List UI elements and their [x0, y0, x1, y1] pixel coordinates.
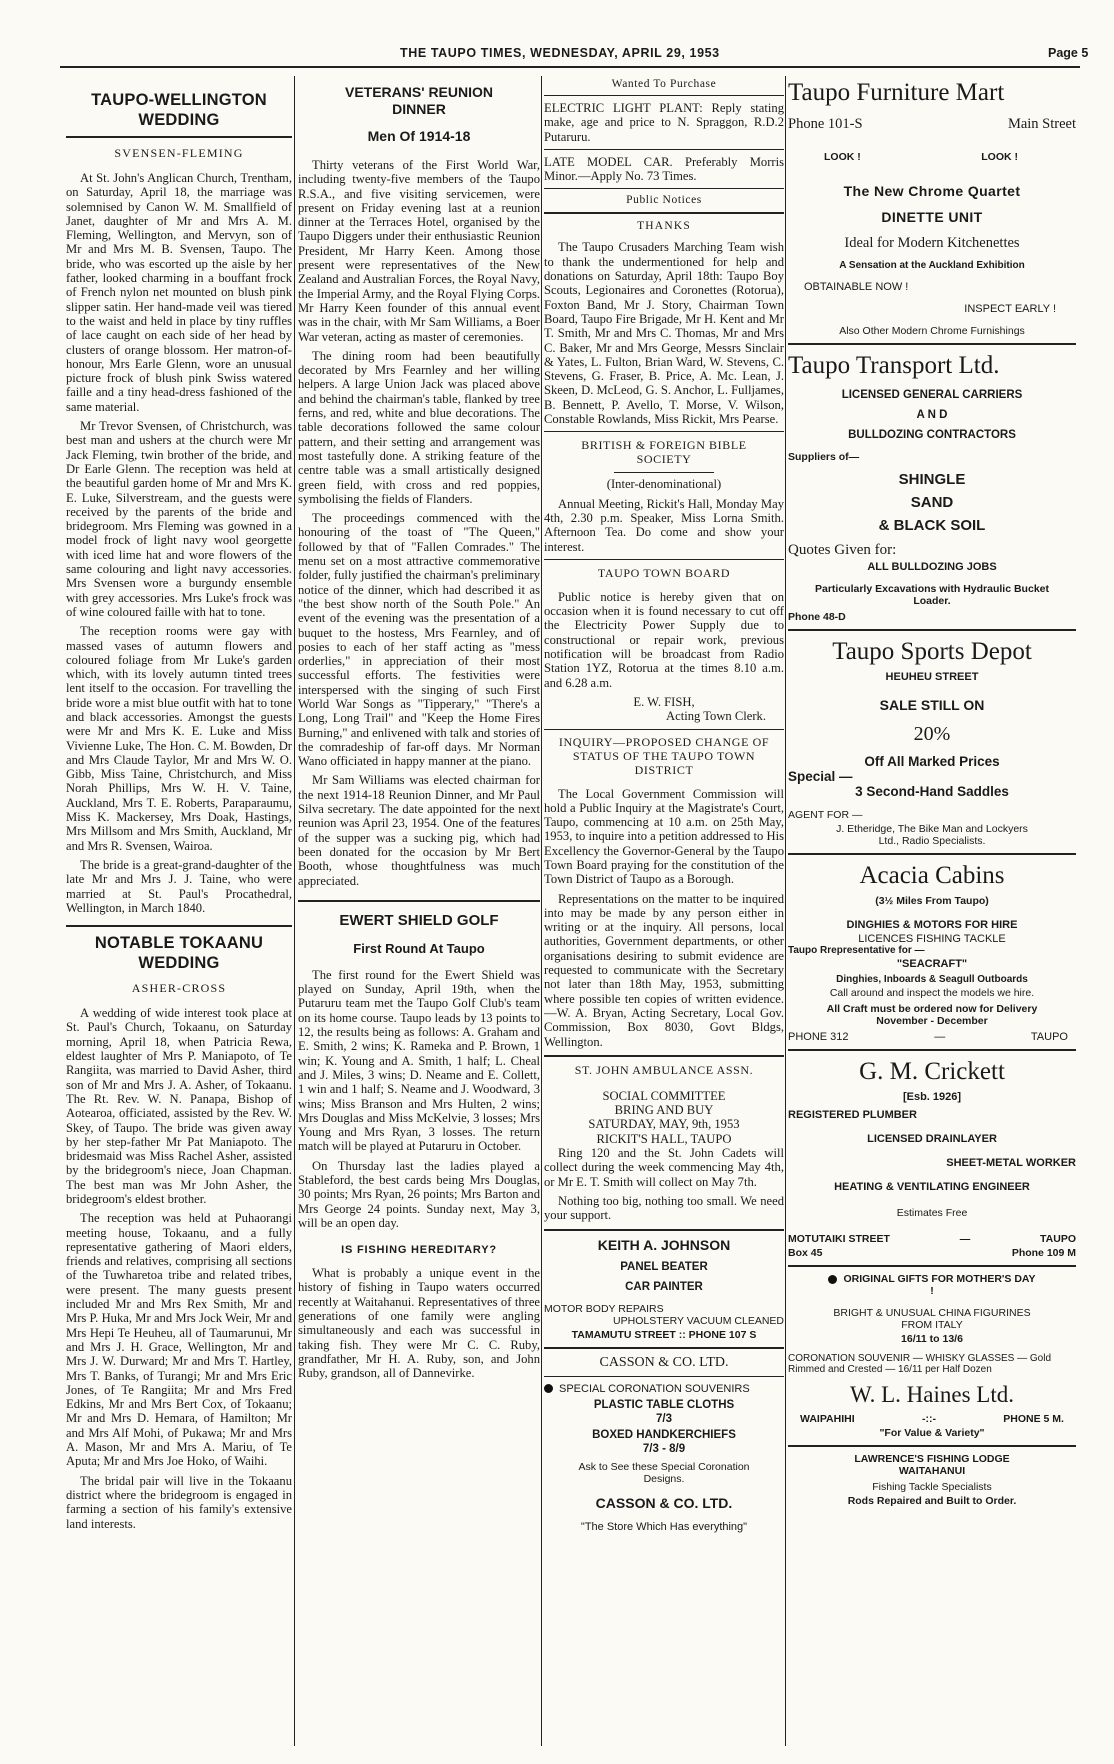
acacia-line: Call around and inspect the models we hire.: [829, 987, 1035, 999]
wanted-title: Wanted To Purchase: [611, 78, 717, 90]
acacia-line: All Craft must be ordered now for Delivery November - December: [826, 1003, 1038, 1027]
masthead-rule: [60, 66, 1080, 68]
divider: [788, 853, 1076, 855]
divider: [788, 1049, 1076, 1051]
divider: [544, 1055, 784, 1057]
divider: [788, 1265, 1076, 1267]
crickett-ad: [788, 1057, 1076, 1259]
wedding2-subtitle: ASHER-CROSS: [131, 981, 227, 996]
board-title: TAUPO TOWN BOARD: [597, 565, 731, 580]
divider: [788, 1445, 1076, 1447]
wedding1-subtitle: SVENSEN-FLEMING: [114, 146, 244, 160]
keith-line: TAMAMUTU STREET :: PHONE 107 S: [571, 1328, 757, 1341]
column-2: [298, 76, 540, 1746]
keith-line: PANEL BEATER: [620, 1260, 708, 1273]
stjohn-line: BRING AND BUY: [614, 1103, 714, 1118]
divider: [544, 212, 784, 214]
notices-title: Public Notices: [626, 194, 702, 207]
transport-line: & BLACK SOIL: [878, 517, 986, 534]
fishing-lodge-ad: [788, 1453, 1076, 1507]
transport-line: Particularly Excavations with Hydraulic Bucket Loader.: [814, 583, 1049, 607]
casson-tagline: "The Store Which Has everything": [580, 1520, 748, 1533]
divider: [66, 925, 292, 927]
thanks-text: The Taupo Crusaders Marching Team wish to thank the undermentioned for help and donations on Saturday, April 18th: Taupo Boy Scouts, Legionaires and Coronettes (Rotorua), Foxton Band, Mr J. Story, Chairman Town Board, Taupo Fire Brigade, Mr H. Kent and Mr T. Smith, Mr and Mrs C. Thomas, Mr and Mrs C. Baker, Mr and Mrs George, Messrs Sinclair & Yates, L. Fulton, Brian Ward, W. Stevens, C. Stevens, G. Fraser, B. Price, A. Mc. Lean, J. Skeen, D. McLeod, G. S. Anchor, L. Fulljames, B. Bennett, P. Avello, T. Morse, V. Wilson, Constable Rowlands, Miss Rickit, Mrs Pearse.: [544, 240, 784, 427]
furniture-street: Main Street: [1007, 116, 1076, 132]
transport-line: A N D: [916, 409, 948, 421]
furniture-line: DINETTE UNIT: [881, 209, 983, 225]
keith-line: MOTOR BODY REPAIRS: [544, 1302, 664, 1315]
acacia-dash: —: [934, 1031, 946, 1043]
sports-line: 20%: [913, 723, 951, 745]
divider: [544, 188, 784, 189]
divider: [544, 149, 784, 150]
sports-depot-ad: [788, 637, 1076, 847]
transport-line: Suppliers of—: [788, 451, 860, 463]
haines-ad: [788, 1273, 1076, 1439]
stjohn-line: RICKIT'S HALL, TAUPO: [596, 1131, 732, 1146]
casson-line: BOXED HANDKERCHIEFS: [592, 1428, 736, 1441]
acacia-cabins-ad: [788, 861, 1076, 1043]
keith-name: KEITH A. JOHNSON: [597, 1236, 731, 1253]
column-rule-1: [294, 76, 295, 1746]
haines-contact: [800, 1413, 1064, 1425]
casson-line-text: SPECIAL CORONATION SOUVENIRS: [559, 1382, 750, 1395]
wedding1-para: The reception rooms were gay with massed vases of autumn flowers and coloured foliage from Mr Luke's garden which, with its lovely autumn tinted trees lent itself to the occasion. For travelling the bride wore a mist blue outfit with hat to tone and black accessories. Amongst the guests were Mr and Mrs K. E. Luke and Miss Vivienne Luke, The Hon. C. M. Bowden, Dr and Mrs Claude Taylor, Mr and Mrs W. O. Gibb, Miss Taine, Christchurch, and Miss Norah Phillips, Mrs W. H. V. Taine, Auckland, Mrs T. E. Roberts, Paraparaumu, Miss K. Mackersey, Mrs Doak, Hastings, Mrs Millsom and Mrs Smith, Auckland, Mr and Mrs R. Svensen, Wairoa.: [66, 624, 292, 853]
golf-para: The first round for the Ewert Shield was played on Sunday, April 19th, when the Putaruru team met the Taupo Golf Club's team on its home course. Taupo leads by 13 points to 12, the results being as follows: A. Graham and E. Smith, 2 wins; K. Rameka and P. Brown, 1 win; K. Young and A. Smith, 1 half; L. Cheal and J. Miles, 3 wins; D. Neame and E. Collett, 1 win and 1 half; S. Neame and J. Woodward, 3 wins; Miss Branson and Mrs Hulten, 2 wins; Mrs Douglas and Miss McKelvie, 3 losses; Mrs Young and Mrs Ryan, 3 losses. The return match will be played at Putaruru in October.: [298, 967, 540, 1154]
wanted-ad: ELECTRIC LIGHT PLANT: Reply stating make, age and price to N. Spraggon, R.D.2 Putaruru.: [544, 101, 784, 144]
casson-line: [544, 1383, 784, 1395]
furniture-line: OBTAINABLE NOW !: [804, 281, 909, 293]
acacia-line: "SEACRAFT": [896, 958, 968, 970]
haines-phone: PHONE 5 M.: [1003, 1413, 1064, 1425]
divider: [544, 1229, 784, 1231]
veterans-para: The proceedings commenced with the honouring of the toast of "The Queen," followed by that of "Fallen Comrades." The menu set on a most attractive commemorative folder, fully justified the chairman's preliminary notice of the dinner, which had described it as "the best show north of the South Pole." An event of the evening was the presentation of a buquet to the hostess, Mrs Fearnley, and of posies to each of her staff acting as "mess orderlies," in appreciation of their most successful efforts. The festivities were interspersed with the singing of such First World War Songs as "Tipperary," "There's a Long, Long Trail" and "Keep the Home Fires Burning," and enlivened with talk and stories of the comradeship of far-off days. Mr Norman Wano officiated in happy manner at the piano.: [298, 511, 540, 769]
haines-tagline: "For Value & Variety": [879, 1427, 985, 1439]
golf-subtitle: First Round At Taupo: [353, 940, 485, 956]
keith-line: CAR PAINTER: [625, 1280, 703, 1293]
transport-line: SAND: [910, 494, 954, 511]
sports-name: Taupo Sports Depot: [832, 638, 1032, 665]
bullet-icon: [828, 1275, 837, 1284]
sports-line: 3 Second-Hand Saddles: [855, 784, 1009, 799]
crickett-line: LICENSED DRAINLAYER: [867, 1133, 997, 1145]
haines-line: CORONATION SOUVENIR — WHISKY GLASSES — Gold Rimmed and Crested — 16/11 per Half Dozen: [788, 1353, 1052, 1375]
thanks-title: THANKS: [637, 220, 691, 233]
furniture-name: Taupo Furniture Mart: [788, 79, 1005, 106]
column-4: [788, 76, 1076, 1746]
furniture-contact: [788, 116, 1076, 133]
acacia-line: Dinghies, Inboards & Seagull Outboards: [836, 974, 1028, 985]
furniture-line: Ideal for Modern Kitchenettes: [844, 235, 1020, 251]
keith-line: UPHOLSTERY VACUUM CLEANED: [613, 1314, 784, 1327]
casson-ad: [544, 1355, 784, 1533]
newspaper-dateline: THE TAUPO TIMES, WEDNESDAY, APRIL 29, 1953: [400, 46, 720, 60]
haines-name: W. L. Haines Ltd.: [850, 1382, 1014, 1407]
crickett-line: Estimates Free: [896, 1207, 968, 1219]
crickett-town: TAUPO: [1040, 1233, 1076, 1245]
lodge-line: Fishing Tackle Specialists: [872, 1481, 992, 1493]
divider: [544, 95, 784, 96]
acacia-phone: PHONE 312: [788, 1031, 849, 1043]
acacia-town: TAUPO: [1030, 1031, 1068, 1043]
divider: [544, 431, 784, 432]
wedding2-para: The reception was held at Puhaorangi meeting house, Tokaanu, and a fully representative gathering of Maori elders, friends and relatives, comprising all sections of the Tuwharetoa tribe and related tribes, were present. The many guests present included Mr and Mrs Rex Smith, Mr and Mrs P. Huka, Mr and Mrs Jock Weir, Mr and Mrs Hepi Te Heuheu, all of Taumarunui, Mr and Mrs J. H. Grace, Wellington, Mr and Mrs J. W. Durward; Mr and Mrs T. Hartley, Mrs T. Banks, of Turangi; Mr and Mrs Eric Jones, of Te Rangiita; Mr and Mrs Fred Edkins, Mr and Mrs Bert Cox, of Tokaanu; Mr and Mrs D. Hemara, of Hamilton; Mr and Mrs Alf Mohi, of Pukawa; Mr and Mrs A. Mason, Mr and Mrs A. Mariu, of Te Aputa; Mr and Mrs Joe Hoko, of Waihi.: [66, 1211, 292, 1469]
transport-line: SHINGLE: [898, 471, 966, 488]
divider: [788, 343, 1076, 345]
casson-line: 7/3: [656, 1412, 672, 1425]
column-rule-2: [541, 76, 542, 1746]
transport-line: Quotes Given for:: [788, 542, 897, 558]
casson-line: Ask to See these Special Coronation Designs.: [578, 1460, 750, 1485]
casson-line: 7/3 - 8/9: [642, 1442, 686, 1455]
crickett-box: Box 45: [788, 1247, 823, 1259]
transport-line: ALL BULLDOZING JOBS: [867, 561, 997, 573]
furniture-phone: Phone 101-S: [788, 116, 863, 132]
crickett-phone: Phone 109 M: [1011, 1247, 1076, 1259]
page-number: Page 5: [1048, 46, 1089, 60]
inquiry-text: Representations on the matter to be inquired into may be made by any person either in writing or at the inquiry. All persons, local authorities, Government departments, or other organisations desiring to submit evidence are requested to communicate with the Secretary not later than 18th May, 1953, submitting where possible ten copies of written evidence.—W. A. Bryan, Acting Secretary, Local Gov. Commission, Box 8030, Govt Bldgs, Wellington.: [544, 891, 784, 1049]
board-text: Public notice is hereby given that on occasion when it is found necessary to cut off the Electricity Power Supply due to constructional or repair work, previous notification will be broadcast from Radio Station 1YZ, Rotorua at the times 8.10 a.m. and 6.28 a.m.: [544, 589, 784, 690]
crickett-line: REGISTERED PLUMBER: [788, 1109, 917, 1121]
divider: [66, 136, 292, 138]
wedding1-title: TAUPO-WELLINGTON WEDDING: [91, 91, 267, 129]
acacia-line: (3½ Miles From Taupo): [875, 895, 989, 907]
wedding2-title: NOTABLE TOKAANU WEDDING: [94, 934, 264, 973]
sports-line: SALE STILL ON: [879, 697, 985, 713]
divider: [544, 559, 784, 560]
sports-line: Special —: [788, 769, 853, 784]
inquiry-title: INQUIRY—PROPOSED CHANGE OF STATUS OF THE TAUPO TOWN DISTRICT: [558, 734, 770, 777]
crickett-line: [Esb. 1926]: [902, 1091, 962, 1103]
divider: [788, 629, 1076, 631]
wedding2-para: The bridal pair will live in the Tokaanu district where the bridegroom is engaged in farming a section of his family's extensive land interests.: [66, 1473, 292, 1531]
inquiry-text: The Local Government Commission will hold a Public Inquiry at the Magistrate's Court, Taupo, commencing at 10 a.m. on 25th May, 1953, to inquire into a petition addressed to His Excellency the Governor-General by the Taupo Town Board praying for the constitution of the Town District of Taupo as a Borough.: [544, 786, 784, 887]
haines-line-text: ORIGINAL GIFTS FOR MOTHER'S DAY !: [843, 1273, 1036, 1297]
bible-title: BRITISH & FOREIGN BIBLE SOCIETY: [581, 438, 747, 467]
furniture-line: INSPECT EARLY !: [964, 303, 1056, 315]
crickett-line: SHEET-METAL WORKER: [946, 1157, 1076, 1169]
divider: [544, 729, 784, 730]
casson-line: PLASTIC TABLE CLOTHS: [593, 1398, 735, 1411]
column-3: [544, 76, 784, 1746]
sports-line: Off All Marked Prices: [864, 754, 1000, 769]
crickett-line: HEATING & VENTILATING ENGINEER: [834, 1181, 1030, 1193]
divider: [298, 900, 540, 902]
veterans-para: The dining room had been beautifully decorated by Mrs Fearnley and her willing helpers. A large Union Jack was placed above and behind the chairman's table, flanked by tree ferns, and red, white and blue decorations. The table decorations followed the same colour pattern, and their setting and arrangement was most tastefully done. A striking feature of the centre table was a small artistically designed green field, with cross and red poppies, symbolising the fields of Flanders.: [298, 348, 540, 506]
sports-line: J. Etheridge, The Bike Man and Lockyers Ltd., Radio Specialists.: [836, 823, 1028, 847]
masthead: [0, 46, 1114, 68]
bible-subtitle: (Inter-denominational): [606, 477, 722, 492]
veterans-para: Thirty veterans of the First World War, including twenty-five members of the Taupo R.S.A., and five visiting servicemen, were present on Friday evening last at a reunion dinner at the Terraces Hotel, organised by the Taupo Diggers under their enthusiastic Reunion President, Mr Harry Keen. Among those present were representatives of the New Zealand and Australian Forces, the Royal Navy, the Imperial Army, and the Royal Flying Corps. Mr Harry Keen founder of this annual event was in the chair, with Mr Sam Williams, a Boer War veteran, acting as master of ceremonies.: [298, 158, 540, 344]
wedding2-para: A wedding of wide interest took place at St. Paul's Church, Tokaanu, on Saturday morning, April 18, when Patricia Rewa, eldest laughter of Mrs P. Maniapoto, of Te Rangiita, was married to David Asher, third son of Mr and Mrs J. A. Asher, of Tokaanu. The Rt. Rev. W. N. Panapa, Bishop of Aotearoa, officiated, assisted by the Rev. W. Skey, of Taupo. The bride was given away by her step-father Mr Pat Maniapoto. The bridesmaid was Miss Rachel Asher, assisted by the bridegroom's niece, Joan Chapman. The best man was Mr John Asher, the bridegroom's eldest brother.: [66, 1006, 292, 1206]
lodge-name: LAWRENCE'S FISHING LODGE WAITAHANUI: [854, 1453, 1010, 1477]
haines-line: BRIGHT & UNUSUAL CHINA FIGURINES FROM ITALY: [833, 1307, 1031, 1331]
furniture-line: A Sensation at the Auckland Exhibition: [839, 260, 1025, 271]
sports-line: AGENT FOR —: [788, 809, 863, 821]
crickett-name: G. M. Crickett: [859, 1058, 1005, 1085]
column-rule-3: [785, 76, 786, 1746]
haines-town: WAIPAHIHI: [800, 1413, 855, 1425]
furniture-line: Also Other Modern Chrome Furnishings: [839, 325, 1025, 337]
casson-name: CASSON & CO. LTD.: [595, 1494, 733, 1511]
wedding1-para: The bride is a great-grand-daughter of the late Mr and Mrs J. J. Taine, who were married at St. Paul's Procathedral, Wellington, in March 1840.: [66, 857, 292, 915]
transport-name: Taupo Transport Ltd.: [788, 352, 1000, 379]
keith-johnson-ad: [544, 1237, 784, 1341]
wedding1-para: Mr Trevor Svensen, of Christchurch, was best man and ushers at the church were Mr Jack Fleming, twin brother of the bride, and Dr Earle Glenn. The reception was held at the beautiful garden home of Mr and Mrs K. E. Luke, Silverstream, and the guests were received by the parents of the bride and bridegroom. Mrs Fleming was gowned in a model frock of light navy wool georgette with iced lime hat and wore flowers of the same colouring and light navy accessories. Mrs Svensen wore a burgundy ensemble with grey accessories. Mrs Luke's frock was of wine coloured faille with hat to tone.: [66, 419, 292, 619]
crickett-contact: [788, 1247, 1076, 1259]
sports-line: HEUHEU STREET: [885, 671, 979, 683]
wedding1-para: At St. John's Anglican Church, Trentham, on Saturday, April 18, the marriage was solemnised by Canon W. M. Smallfield of Janet, daughter of Mr and Mrs A. M. Fleming, Wellington, and Mervyn, son of Mr and Mrs M. B. Svensen, Taupo. The bride, who was escorted up the aisle by her father, looked charming in a bouffant frock of French nylon net mounted on blush pink slipper satin. Her hand-made veil was tiered to the waist and held in place by tiny ruffles of lace caught on each side of her head by clusters of orange blossom. Her matron-of-honour, Mrs Earle Glenn, wore an unusual picture frock of blush pink Swiss watered faille and a tiny head-dress fashioned of the same material.: [66, 171, 292, 414]
casson-top: CASSON & CO. LTD.: [599, 1354, 729, 1370]
crickett-address: [788, 1233, 1076, 1245]
furniture-mart-ad: [788, 78, 1076, 337]
divider: [614, 472, 714, 473]
acacia-line: DINGHIES & MOTORS FOR HIRE: [846, 919, 1018, 931]
board-signature: E. W. FISH,: [633, 694, 695, 709]
divider: [544, 1347, 784, 1349]
golf-para: On Thursday last the ladies played a Stableford, the best cards being Mrs Douglas, 30 points; Mrs Ryan, 26 points; Mrs Barton and Mrs George 24 points. Sunday next, May 3, will be an open day.: [298, 1158, 540, 1230]
acacia-contact: [788, 1031, 1076, 1043]
divider: [544, 1376, 784, 1377]
fishing-title: IS FISHING HEREDITARY?: [341, 1244, 497, 1257]
stjohn-title: ST. JOHN AMBULANCE ASSN.: [574, 1062, 754, 1077]
haines-line: 16/11 to 13/6: [901, 1333, 963, 1345]
look-text: LOOK !: [981, 151, 1018, 163]
transport-line: BULLDOZING CONTRACTORS: [848, 429, 1016, 441]
stjohn-text: Nothing too big, nothing too small. We need your support.: [544, 1193, 784, 1223]
lodge-line: Rods Repaired and Built to Order.: [847, 1495, 1017, 1507]
bible-text: Annual Meeting, Rickit's Hall, Monday May 4th, 2.30 p.m. Speaker, Miss Lorna Smith. Afternoon Tea. Do come and show your interest.: [544, 496, 784, 554]
stjohn-line: SATURDAY, MAY, 9th, 1953: [588, 1117, 740, 1132]
taupo-transport-ad: [788, 351, 1076, 623]
acacia-name: Acacia Cabins: [859, 862, 1005, 889]
crickett-dash: —: [959, 1233, 971, 1245]
transport-line: Phone 48-D: [788, 611, 846, 623]
haines-separator: -::-: [921, 1413, 936, 1425]
veterans-title: VETERANS' REUNION DINNER: [344, 84, 493, 117]
veterans-para: Mr Sam Williams was elected chairman for the next 1914-18 Reunion Dinner, and Mr Paul Silva secretary. The date appointed for the next reunion was April 23, 1954. One of the features of the supper was a sucking pig, which had been donated for the occasion by Mr Bert Booth, whose thoughtfulness was much appreciated.: [298, 773, 540, 888]
stjohn-line: SOCIAL COMMITTEE: [602, 1088, 726, 1103]
acacia-line: Taupo Rrepresentative for —: [788, 945, 925, 956]
transport-line: LICENSED GENERAL CARRIERS: [841, 389, 1023, 401]
look-text: LOOK !: [824, 151, 861, 163]
stjohn-text: Ring 120 and the St. John Cadets will collect during the week commencing May 4th, or Mr E. T. Smith will collect on May 7th.: [544, 1146, 784, 1189]
furniture-line: The New Chrome Quartet: [843, 183, 1021, 199]
haines-line: [828, 1273, 1036, 1297]
column-1: [66, 76, 292, 1746]
wanted-ad: LATE MODEL CAR. Preferably Morris Minor.—Apply No. 73 Times.: [544, 154, 784, 184]
board-signature-title: Acting Town Clerk.: [666, 709, 766, 724]
bullet-icon: [544, 1384, 553, 1393]
fishing-para: What is probably a unique event in the history of fishing in Taupo waters occurred recently at Waitahanui. Representatives of three generations of one family were angling simultaneously and each was successful in taking fish. They were Mr C. C. Ruby, grandfather, Mr H. A. Ruby, son, and John Ruby, grandson, all of Dannevirke.: [298, 1266, 540, 1381]
veterans-subtitle: Men Of 1914-18: [367, 128, 471, 144]
furniture-look: [824, 151, 1018, 163]
acacia-line: LICENCES FISHING TACKLE: [858, 933, 1006, 945]
crickett-street: MOTUTAIKI STREET: [788, 1233, 890, 1245]
golf-title: EWERT SHIELD GOLF: [339, 911, 499, 929]
